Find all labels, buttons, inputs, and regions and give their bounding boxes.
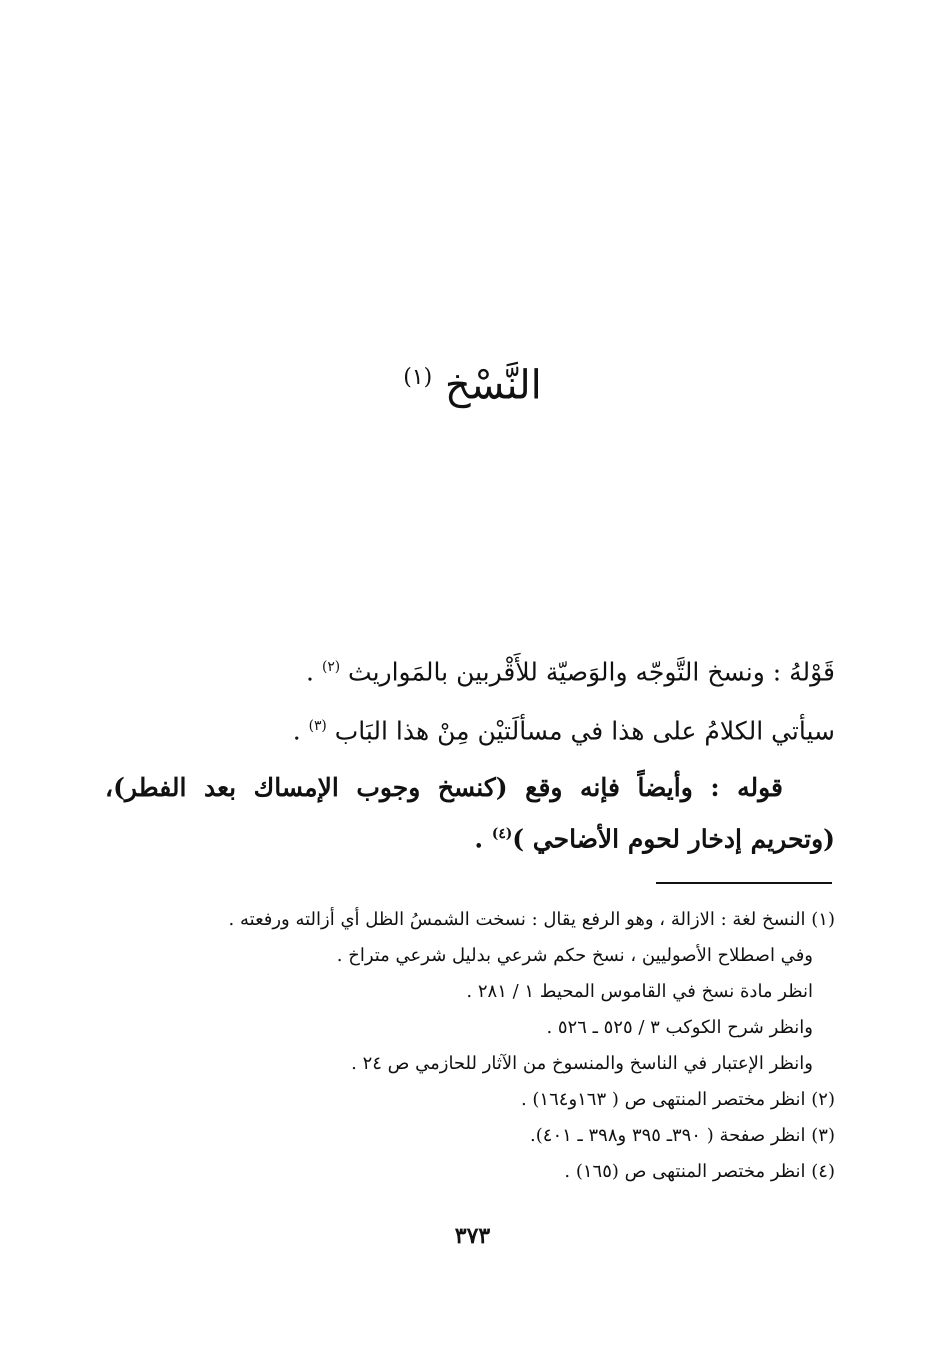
paragraph-2 bbox=[105, 699, 835, 758]
footnote-1-continuation-3: وانظر شرح الكوكب ٣ / ٥٢٥ ـ ٥٢٦ . bbox=[546, 1017, 813, 1038]
footnote-1-continuation-1: وفي اصطلاح الأصوليين ، نسخ حكم شرعي بدليل شرعي متراخ . bbox=[336, 945, 813, 966]
footnote-1-continuation-2: انظر مادة نسخ في القاموس المحيط ١ / ٢٨١ . bbox=[466, 981, 813, 1002]
paragraph-2-footnote-ref: (٣) bbox=[308, 718, 327, 735]
footnotes bbox=[105, 902, 835, 1190]
paragraph-3-line-1: قوله : وأيضاً فإنه وقع (كنسخ وجوب الإمساك بعد الفطر)، bbox=[105, 772, 783, 802]
paragraph-1-footnote-ref: (٢) bbox=[321, 659, 341, 675]
paragraph-3-footnote-ref: (٤) bbox=[491, 825, 513, 842]
paragraph-1 bbox=[105, 640, 835, 699]
paragraph-2-end: . bbox=[292, 716, 309, 746]
footnote-3: (٣) انظر صفحة ( ٣٩٠ـ ٣٩٥ و٣٩٨ ـ ٤٠١). bbox=[530, 1125, 835, 1146]
body-text bbox=[105, 640, 835, 862]
page-number: ٣٧٣ bbox=[454, 1223, 491, 1249]
paragraph-2-text: سيأتي الكلامُ على هذا في مسألَتيْن مِنْ هذا البَاب bbox=[334, 716, 835, 746]
chapter-title-text: النَّسْخ bbox=[444, 362, 542, 409]
paragraph-3-line-2 bbox=[105, 811, 835, 862]
footnote-2: (٢) انظر مختصر المنتهى ص ( ١٦٣و١٦٤) . bbox=[520, 1089, 835, 1110]
footnote-1: (١) النسخ لغة : الازالة ، وهو الرفع يقال : نسخت الشمسُ الظل أي أزالته ورفعته . bbox=[228, 909, 835, 930]
paragraph-1-end: . bbox=[306, 657, 322, 687]
footnote-1-continuation-4: وانظر الإعتبار في الناسخ والمنسوخ من الآثار للحازمي ص ٢٤ . bbox=[351, 1053, 813, 1074]
footnote-divider bbox=[656, 882, 832, 884]
paragraph-3-line-2-text: (وتحريم إدخار لحوم الأضاحي ) bbox=[512, 823, 835, 853]
chapter-title bbox=[0, 348, 945, 415]
footnote-4: (٤) انظر مختصر المنتهى ص (١٦٥) . bbox=[564, 1161, 835, 1182]
chapter-title-footnote-ref: (١) bbox=[403, 365, 433, 390]
paragraph-1-text: قَوْلهُ : ونسخ التَّوجّه والوَصيّة للأَقْربين بالمَواريث bbox=[348, 657, 835, 687]
paragraph-3-end: . bbox=[474, 823, 492, 853]
paragraph-3 bbox=[105, 765, 835, 862]
